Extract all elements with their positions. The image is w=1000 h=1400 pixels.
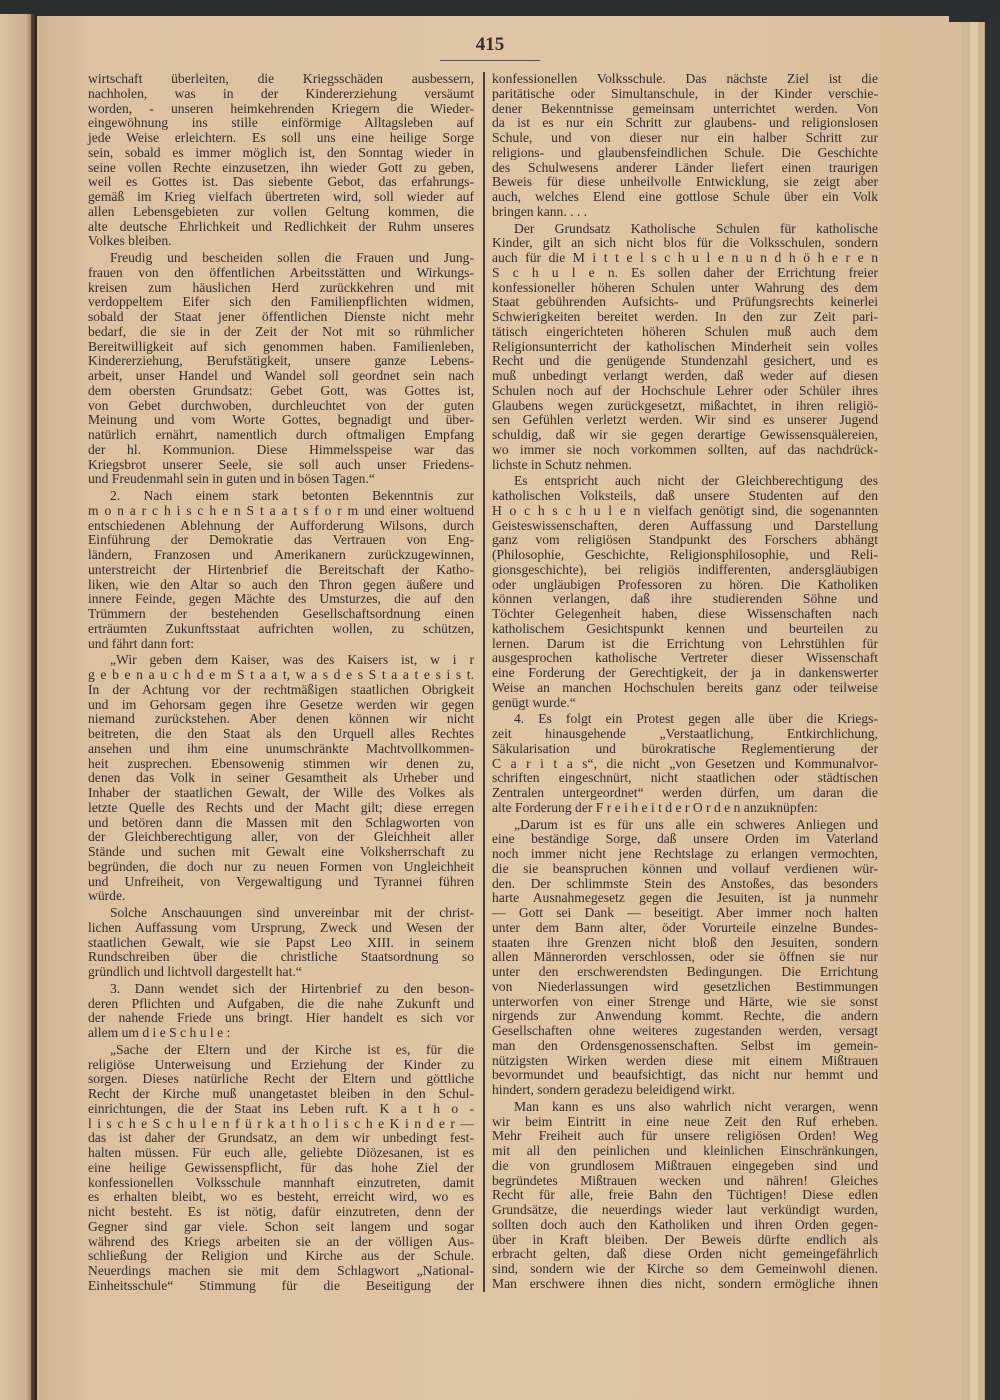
text-line: tätisch eingerichteten höheren Schulen muß auch dem (492, 323, 878, 339)
text-line: weil es Gottes ist. Das siebente Gebot, das erfahrungs- (88, 174, 474, 190)
text-line: unter den erschwerendsten Bedingungen. Die Errichtung (492, 964, 878, 979)
text-line: C a r i t a s“, die nicht „von Gesetzen und Kommunalvor- (492, 755, 878, 771)
page-stack-edge (978, 22, 985, 1400)
text-line: allen Lebensgebieten zur vollen Geltung kommen, die (88, 203, 474, 219)
text-line: Zentralen untergeordnet“ werden dürfen, um daran die (492, 785, 878, 800)
text-line: begründetes Mißtrauen wecken und nähren! Gleiches (492, 1172, 878, 1188)
text-line: Stände und suchen mit Gewalt eine Volksherrschaft zu (88, 844, 474, 859)
text-line: man den Ordensgenossenschaften. Selbst im gemein- (492, 1037, 878, 1053)
text-line: „Wir geben dem Kaiser, was des Kaisers ist, w i r (110, 652, 474, 668)
text-line: „Darum ist es für uns alle ein schweres Anliegen und (514, 816, 878, 832)
text-line: niemand zurückstehen. Aber denen können wir nicht (88, 711, 474, 727)
text-line: Schulen noch auf der Hochschule Lehrer oder Schüler ihres (492, 382, 878, 398)
text-line: Man erschwere ihnen dies nicht, sondern ermögliche ihnen (492, 1275, 878, 1291)
text-line: oder ungläubigen Professoren zu hören. Die Katholiken (492, 576, 878, 592)
text-line: natürlich ernährt, namentlich durch oftmaligen Empfang (88, 427, 474, 442)
text-line: Neuerdings machen sie mit dem Schlagwort „National- (88, 1263, 474, 1278)
text-line: bedarf, die sie in der Zeit der Not mit so rühmlicher (88, 323, 474, 339)
paragraph (88, 489, 474, 651)
text-line: Töchter Gelegenheit haben, diese Wissenschaften nach (492, 606, 878, 621)
paragraph (88, 1043, 474, 1294)
text-line: ganz vom religiösen Standpunkt des Forschers abhängt (492, 532, 878, 548)
text-line: und Freudenmahl sein in guten und in bösen Tagen.“ (88, 471, 375, 487)
text-line: sobald der Staat jener öffentlichen Dienste nicht mehr (88, 309, 474, 324)
text-line: da ist es nur ein Schritt zur glaubens- und religionslosen (492, 115, 878, 131)
text-line: Einheitsschule“ Stimmung für die Beseitigung der (88, 1277, 474, 1293)
text-line: Geisteswissenschaften, deren Auffassung und Darstellung (492, 517, 878, 533)
text-line: Inhaber der staatlichen Gewalt, der Wille des Volkes als (88, 785, 474, 800)
text-line: nirgends zur Anwendung kommt. Rechte, die andern (492, 1008, 878, 1024)
text-line: nützigsten Wirken werden diese mit einem Mißtrauen (492, 1052, 878, 1068)
text-line: beitreten, die den Staat als den Urquell alles Rechtes (88, 726, 474, 741)
text-line: denen das Volk in seiner Gesamtheit als Urheber und (88, 770, 474, 786)
text-line: unterworfen von einer Strenge und Härte, wie sie sonst (492, 993, 878, 1009)
text-line: (Philosophie, Geschichte, Religionsphilosophie, und Reli- (492, 547, 878, 562)
text-line: lernen. Darum ist die Errichtung von Lehrstühlen für (492, 635, 878, 651)
text-line: würde. (88, 888, 126, 904)
text-line: seine vollen Rechte einzusetzen, ihn wieder Gott zu geben, (88, 159, 474, 175)
text-line: genügt wurde.“ (492, 694, 576, 710)
text-line: von Gebet durchwoben, durchleuchtet von der guten (88, 397, 474, 413)
text-line: S c h u l e n. Es sollen daher der Errichtung freier (492, 264, 878, 280)
text-line: erträumten Zukunftsstaat aufrichten wollen, zu schützen, (88, 620, 474, 636)
text-line: nachholen, was in der Kindererziehung versäumt (88, 85, 474, 101)
text-line: des Schulwesens anderer Länder liefert einen traurigen (492, 159, 878, 175)
text-line: Kinder, gilt an sich nicht blos für die Volksschulen, sondern (492, 235, 878, 251)
text-line: es erhalten bleibt, wo es besteht, erreicht wird, wo es (88, 1189, 474, 1205)
text-line: deren Pflichten und Aufgaben, die die nahe Zukunft und (88, 995, 474, 1011)
text-line: lichste in Schutz nehmen. (492, 456, 632, 472)
text-line: auch für die M i t t e l s c h u l e n u n d h ö h e r e n (492, 250, 878, 265)
text-line: konfessionellen Volksschule. Das nächste Ziel ist die (492, 71, 878, 86)
text-line: 4. Es folgt ein Protest gegen alle über die Kriegs- (514, 711, 878, 727)
text-line: und Unfreiheit, von Vergewaltigung und Tyrannei führen (88, 873, 474, 889)
text-line: Recht der Kirche muß unangetastet bleiben in den Schul- (88, 1086, 474, 1101)
text-line: allem um d i e S c h u l e : (88, 1025, 231, 1040)
text-line: Rundschreiben über die christliche Staatsordnung so (88, 949, 474, 965)
text-line: ausgesprochen katholische Vertreter dieser Wissenschaft (492, 650, 878, 666)
text-line: Recht für alle, freie Bahn den Tüchtigen! Diese edlen (492, 1187, 878, 1203)
text-line: l i s c h e S c h u l e n f ü r k a t h o l i s c h e K i n d e r — (88, 1115, 474, 1131)
text-line: staaten ihre Grenzen nicht bloß den Jesuiten, sondern (492, 934, 878, 950)
text-line: bevormundet und beaufsichtigt, das nicht nur hemmt und (492, 1067, 878, 1083)
text-line: die sie beanspruchen können und vollauf verdienen wür- (492, 860, 878, 876)
text-line: zeit hinausgehende „Verstaatlichung, Entkirchlichung, (492, 726, 878, 741)
text-line: der hl. Kommunion. Diese Himmelsspeise war das (88, 441, 474, 457)
paragraph (492, 222, 878, 473)
text-line: Weise an manchen Hochschulen bereits ganz oder teilweise (492, 679, 878, 695)
text-line: muß unbedingt verlangt werden, daß weder auf diesen (492, 368, 878, 383)
text-line: das ist daher der Grundsatz, an dem wir unbedingt fest- (88, 1130, 474, 1146)
text-line: liken, wie den Altar so auch den Thron gegen äußere und (88, 576, 474, 592)
text-line: während des Kriegs arbeiten sie an der völligen Aus- (88, 1233, 474, 1249)
text-line: und im Gehorsam gegen ihre Gesetze werden wir gegen (88, 696, 474, 712)
header-rule (440, 60, 540, 61)
text-line: arbeit, unser Handel und Wandel soll geordnet sein nach (88, 368, 474, 383)
text-line: schließung der Religion und Kirche aus der Schule. (88, 1248, 474, 1264)
text-line: sen Gefühlen verletzt werden. Wir sind es unserer Jugend (492, 412, 878, 428)
right-column (492, 72, 878, 1294)
text-line: nicht besteht. Es ist nötig, dafür einzutreten, denn der (88, 1204, 474, 1219)
text-line: Trümmern der bestehenden Gesellschaftsordnung einen (88, 606, 474, 621)
text-line: halten müssen. Für euch alle, geliebte Diözesanen, ist es (88, 1145, 474, 1160)
text-line: dener Bekenntnisse gemeinsam unterrichtet werden. Von (492, 100, 878, 116)
text-line: Der Grundsatz Katholische Schulen für katholische (514, 220, 878, 236)
text-line: Meinung und vom Worte Gottes, begnadigt und über- (88, 412, 474, 428)
paragraph (88, 982, 474, 1041)
text-line: gionsgeschichte), bei religiös indifferenten, andersgläubigen (492, 561, 878, 577)
text-line: lichen Auffassung vom Ursprung, Zweck und Wesen der (88, 919, 474, 935)
left-column (88, 72, 474, 1296)
text-line: religions- und glaubensfeindlichen Schule. Die Geschichte (492, 144, 878, 160)
text-line: schriften eingeschnürt, nicht staatlichen oder städtischen (492, 770, 878, 786)
text-line: Schule, und von dieser nur ein halber Schritt zur (492, 130, 878, 145)
text-line: einrichtungen, die der Staat ins Leben ruft. K a t h o - (88, 1100, 474, 1116)
text-line: wo immer sie noch vorkommen sollten, auf das nachdrück- (492, 441, 878, 457)
text-line: In der Achtung vor der rechtmäßigen staatlichen Obrigkeit (88, 681, 474, 697)
text-line: frauen von den öffentlichen Arbeitsstätten und Wirkungs- (88, 264, 474, 280)
text-line: Volkes bleiben. (88, 233, 172, 249)
text-line: staatlichen Gewalt, wie sie Papst Leo XIII. in seinem (88, 934, 474, 950)
text-line: Man kann es uns also wahrlich nicht verargen, wenn (514, 1098, 878, 1114)
text-line: wirtschaft überleiten, die Kriegsschäden ausbessern, (88, 71, 474, 86)
text-line: eine Forderung der Gerechtigkeit, der ja in dankenswerter (492, 665, 878, 680)
text-line: paritätische oder Simultanschule, in der Kinder verschie- (492, 85, 878, 101)
text-line: ländern, Franzosen und Amerikanern zurückzugewinnen, (88, 547, 474, 562)
column-divider (483, 72, 485, 1292)
text-line: innere Feinde, gegen Mächte des Umsturzes, die auf den (88, 591, 474, 607)
text-line: sind, sondern wie der Kirche so dem Gemeinwohl dienen. (492, 1261, 878, 1276)
text-line: religiöse Unterweisung und Erziehung der Kinder zu (88, 1056, 474, 1072)
text-line: und fährt dann fort: (88, 635, 195, 651)
text-line: katholischen Volksteils, daß unsere Studenten auf den (492, 488, 878, 503)
text-line: konfessioneller höheren Schulen unter Wahrung des dem (492, 279, 878, 295)
text-line: bringen kann. . . . (492, 203, 588, 219)
text-line: jede Weise erleichtern. Es soll uns eine heilige Sorge (88, 130, 474, 145)
text-line: Gesellschaften ohne weiteres zugestanden werden, versagt (492, 1023, 878, 1038)
text-line: unterstreicht der Hirtenbrief die Bereitschaft der Katho- (88, 561, 474, 577)
text-line: H o c h s c h u l e n vielfach genötigt sind, die sogenannten (492, 502, 878, 518)
text-line: erbracht gelten, daß diese Orden nicht gemeingefährlich (492, 1246, 878, 1262)
text-line: ansehen und ihm eine unumschränkte Machtvollkommen- (88, 740, 474, 756)
text-line: harte Ausnahmegesetz gegen die Jesuiten, ist ja nunmehr (492, 890, 878, 906)
text-line: Recht und die genügende Stundenzahl gesichert, und es (492, 353, 878, 369)
text-line: heit zusprechen. Ebensowenig stimmen wir denen zu, (88, 755, 474, 771)
text-line: letzte Quelle des Rechts und der Macht gilt; diese erregen (88, 799, 474, 815)
text-line: Kindererziehung, Berufstätigkeit, unsere ganze Lebens- (88, 353, 474, 369)
text-line: sollten doch auch den Katholiken und ihren Orden gegen- (492, 1216, 878, 1232)
text-line: Freudig und bescheiden sollen die Frauen und Jung- (110, 250, 474, 265)
text-line: schuldig, daß wir sie gegen derartige Gewissensquälereien, (492, 427, 878, 442)
text-line: sein, sobald es immer möglich ist, den Sonntag wieder in (88, 144, 474, 160)
paragraph (492, 474, 878, 710)
paragraph (88, 72, 474, 249)
text-line: Glaubens wegen zurückgesetzt, mißachtet, in ihren religiö- (492, 397, 878, 413)
scan-background-top (0, 0, 1000, 16)
text-line: m o n a r c h i s c h e n S t a a t s f o r m und einer woltuend (88, 502, 474, 518)
text-line: Schwierigkeiten bereitet werden. In den zur Zeit pari- (492, 309, 878, 324)
text-line: der Gleichberechtigung aller, von der Gleichheit aller (88, 829, 474, 845)
text-line: dem obersten Grundsatz: Gebet Gott, was Gottes ist, (88, 382, 474, 398)
text-line: Es entspricht auch nicht der Gleichberechtigung des (514, 473, 878, 489)
text-line: sorgen. Dieses natürliche Recht der Eltern und göttliche (88, 1071, 474, 1087)
text-line: Gegner sind gar viele. Schon seit langem und sogar (88, 1218, 474, 1234)
text-line: alte deutsche Ehrlichkeit und Redlichkeit der Ruhm unseres (88, 218, 474, 234)
text-line: gründlich und lichtvoll dargestellt hat.“ (88, 964, 302, 979)
text-line: konfessionellen Volksschule mannhaft einzutreten, damit (88, 1174, 474, 1190)
text-line: noch immer nicht jene Rechtslage zu erlangen vermochten, (492, 846, 878, 861)
previous-page-edge (0, 14, 33, 1400)
text-line: Mehr Freiheit auch für unsere religiösen Orden! Weg (492, 1128, 878, 1144)
text-line: hindert, sondern geradezu beleidigend wirkt. (492, 1082, 736, 1097)
text-line: eine beständige Sorge, daß unsere Orden im Vaterland (492, 831, 878, 847)
text-line: Einführung der Demokratie das Vertrauen von Eng- (88, 532, 474, 548)
text-line: gemäß im Krieg vielfach übertreten wird, soll wieder auf (88, 189, 474, 204)
text-line: Säkularisation und bürokratische Reglementierung der (492, 740, 878, 756)
text-line: über in Kraft bleiben. Der Beweis dürfte endlich als (492, 1231, 878, 1247)
text-line: kreisen zum häuslichen Herd zurückkehren und mit (88, 279, 474, 295)
text-line: Staat gebührenden Aufsichts- und Prüfungsrechts keinerlei (492, 294, 878, 310)
text-line: mit all den peinlichen und kleinlichen Einschränkungen, (492, 1143, 878, 1158)
text-line: Beweis für diese unheilvolle Entwicklung, sie zeigt aber (492, 174, 878, 190)
text-line: Kriegsbrot unserer Seele, sie soll auch unser Friedens- (88, 456, 474, 472)
text-line: Bereitwilligkeit auf sich genommen haben. Familienleben, (88, 338, 474, 354)
text-line: Solche Anschauungen sind unvereinbar mit der christ- (110, 905, 474, 920)
text-line: 2. Nach einem stark betonten Bekenntnis zur (110, 488, 474, 503)
text-line: g e b e n a u c h d e m S t a a t, w a s d e s S t a a t e s i s t. (88, 667, 474, 682)
text-line: Grundsätze, die neuerdings wieder laut verkündigt wurden, (492, 1202, 878, 1217)
paragraph (88, 653, 474, 904)
text-line: eingewöhnung ins stille einförmige Alltagsleben auf (88, 115, 474, 131)
text-line: Religionsunterricht der katholischen Minderheit sein volles (492, 338, 878, 354)
text-line: von Niederlassungen wird gesetzlichen Bestimmungen (492, 978, 878, 994)
text-line: und betören dann die Massen mit den Schlagworten von (88, 814, 474, 830)
text-line: wir beim Eintritt in eine neue Zeit den Ruf erheben. (492, 1113, 878, 1129)
text-line: der nahende Friede uns bringt. Hier handelt es sich vor (88, 1010, 474, 1026)
text-line: können verlangen, daß ihre studierenden Söhne und (492, 591, 878, 607)
text-line: alte Forderung der F r e i h e i t d e r O r d e n anzuknüpfen: (492, 799, 818, 815)
paragraph (492, 818, 878, 1098)
text-line: allen Männerorden verschlossen, oder sie öffnen sie nur (492, 949, 878, 965)
text-line: katholischem Gesichtspunkt kennen und beurteilen zu (492, 620, 878, 636)
paragraph (492, 72, 878, 220)
text-line: den. Der schlimmste Stein des Anstoßes, das besonders (492, 875, 878, 891)
text-line: verdoppeltem Eifer sich den Familienpflichten widmen, (88, 294, 474, 310)
paragraph (88, 906, 474, 980)
paragraph (492, 712, 878, 815)
text-line: begründen, die doch nur zu neuen Formen von Ungleichheit (88, 858, 474, 874)
page-number: 415 (475, 34, 505, 55)
text-line: 3. Dann wendet sich der Hirtenbrief zu den beson- (110, 980, 474, 996)
text-line: entschiedenen Ablehnung der Aufforderung Wilsons, durch (88, 517, 474, 533)
paragraph (88, 251, 474, 487)
text-line: eine heilige Gewissenspflicht, für das hohe Ziel der (88, 1159, 474, 1175)
text-line: die von grundlosem Mißtrauen eingegeben sind und (492, 1157, 878, 1173)
text-line: — Gott sei Dank — beseitigt. Aber immer noch halten (492, 905, 878, 920)
text-line: „Sache der Eltern und der Kirche ist es, für die (110, 1041, 474, 1057)
text-line: auch, welches Elend eine gottlose Schule über ein Volk (492, 189, 878, 204)
text-line: unter dem Bann alter, öder Vorurteile einzelne Bundes- (492, 919, 878, 935)
paragraph (492, 1100, 878, 1292)
text-line: worden, - unseren heimkehrenden Kriegern die Wieder- (88, 100, 474, 116)
